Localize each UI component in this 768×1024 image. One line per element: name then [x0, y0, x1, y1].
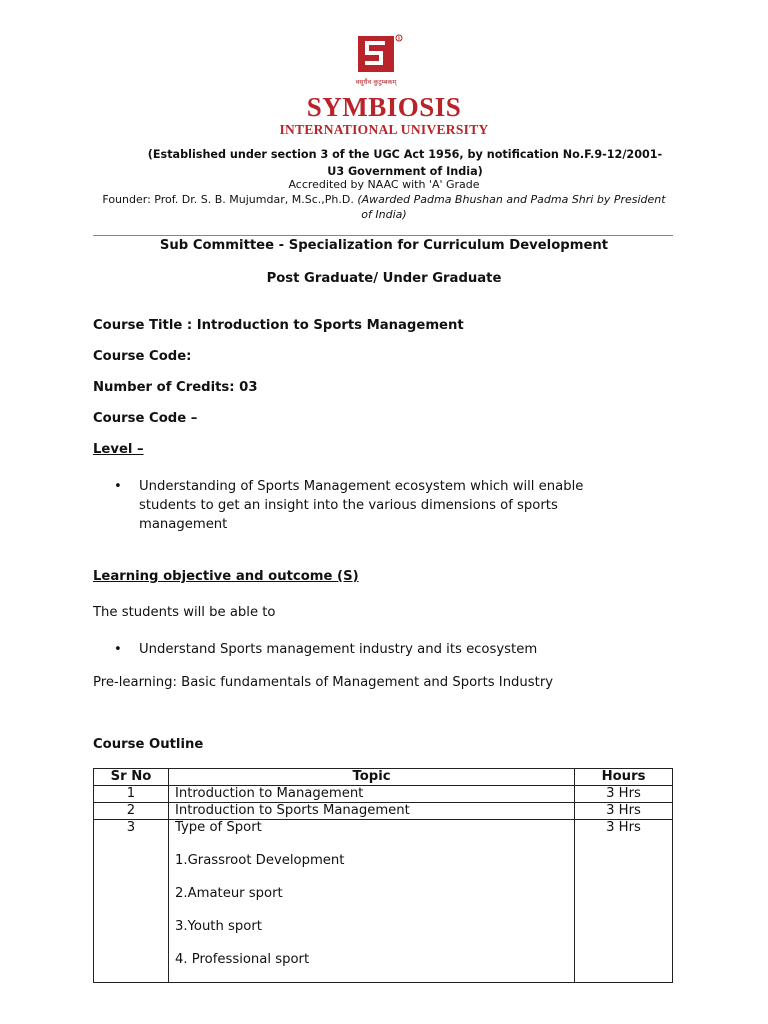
header-hours: Hours — [575, 769, 673, 786]
row-topic: Introduction to Sports Management — [169, 803, 575, 820]
svg-text:R: R — [397, 36, 401, 41]
symbiosis-emblem-icon — [354, 34, 414, 90]
sub-topic-item: 1.Grassroot Development — [175, 853, 345, 868]
row-hours: 3 Hrs — [575, 820, 673, 983]
level-bullet-text: Understanding of Sports Management ecosystem which will enable students to get an insight into the various dimensions of sports management — [139, 479, 584, 532]
students-able-text: The students will be able to — [93, 605, 276, 620]
credits-label: Number of Credits: 03 — [93, 380, 258, 395]
logo-subtitle: INTERNATIONAL UNIVERSITY — [279, 122, 489, 137]
table-header-row — [94, 769, 673, 786]
header-divider — [93, 235, 673, 236]
bullet-icon: • — [114, 479, 122, 494]
level-label: Level – — [93, 442, 144, 457]
course-title: Course Title : Introduction to Sports Management — [93, 318, 464, 333]
header-topic: Topic — [169, 769, 575, 786]
accreditation-text: Accredited by NAAC with 'A' Grade — [288, 178, 480, 191]
sub-topic-item: 2.Amateur sport — [175, 886, 283, 901]
pre-learning-text: Pre-learning: Basic fundamentals of Management and Sports Industry — [93, 675, 554, 690]
founder-text — [96, 192, 672, 222]
row-sr: 1 — [94, 786, 169, 803]
objective-bullet-text: Understand Sports management industry and its ecosystem — [139, 642, 538, 657]
header-sr-no: Sr No — [94, 769, 169, 786]
row-topic-cell — [169, 820, 575, 983]
course-code-label: Course Code: — [93, 349, 192, 364]
sub-topic-item: 4. Professional sport — [175, 952, 310, 967]
row-sr: 2 — [94, 803, 169, 820]
logo-name: SYMBIOSIS — [306, 92, 462, 122]
table-row — [94, 786, 673, 803]
program-heading: Post Graduate/ Under Graduate — [266, 271, 502, 286]
committee-heading: Sub Committee - Specialization for Curriculum Development — [159, 238, 609, 253]
row-sr: 3 — [94, 820, 169, 983]
table-row — [94, 820, 673, 983]
row-hours: 3 Hrs — [575, 786, 673, 803]
founder-name: Founder: Prof. Dr. S. B. Mujumdar, M.Sc.,Ph.D. — [102, 193, 354, 206]
row-hours: 3 Hrs — [575, 803, 673, 820]
founder-award: (Awarded Padma Bhushan and Padma Shri by President of India) — [357, 193, 666, 221]
course-outline-table — [93, 768, 673, 983]
course-code-label-2: Course Code – — [93, 411, 198, 426]
outline-heading: Course Outline — [93, 737, 204, 752]
sub-topic-item: 3.Youth sport — [175, 919, 262, 934]
established-notice: (Established under section 3 of the UGC Act 1956, by notification No.F.9-12/2001-U3 Government of India) — [147, 148, 663, 178]
objective-heading: Learning objective and outcome (S) — [93, 569, 359, 584]
table-row — [94, 803, 673, 820]
row-topic: Type of Sport — [175, 820, 262, 835]
row-topic: Introduction to Management — [169, 786, 575, 803]
logo-motto: वसुधैव कुटुम्बकम् — [355, 78, 397, 86]
university-logo — [0, 34, 768, 138]
bullet-icon: • — [114, 642, 122, 657]
